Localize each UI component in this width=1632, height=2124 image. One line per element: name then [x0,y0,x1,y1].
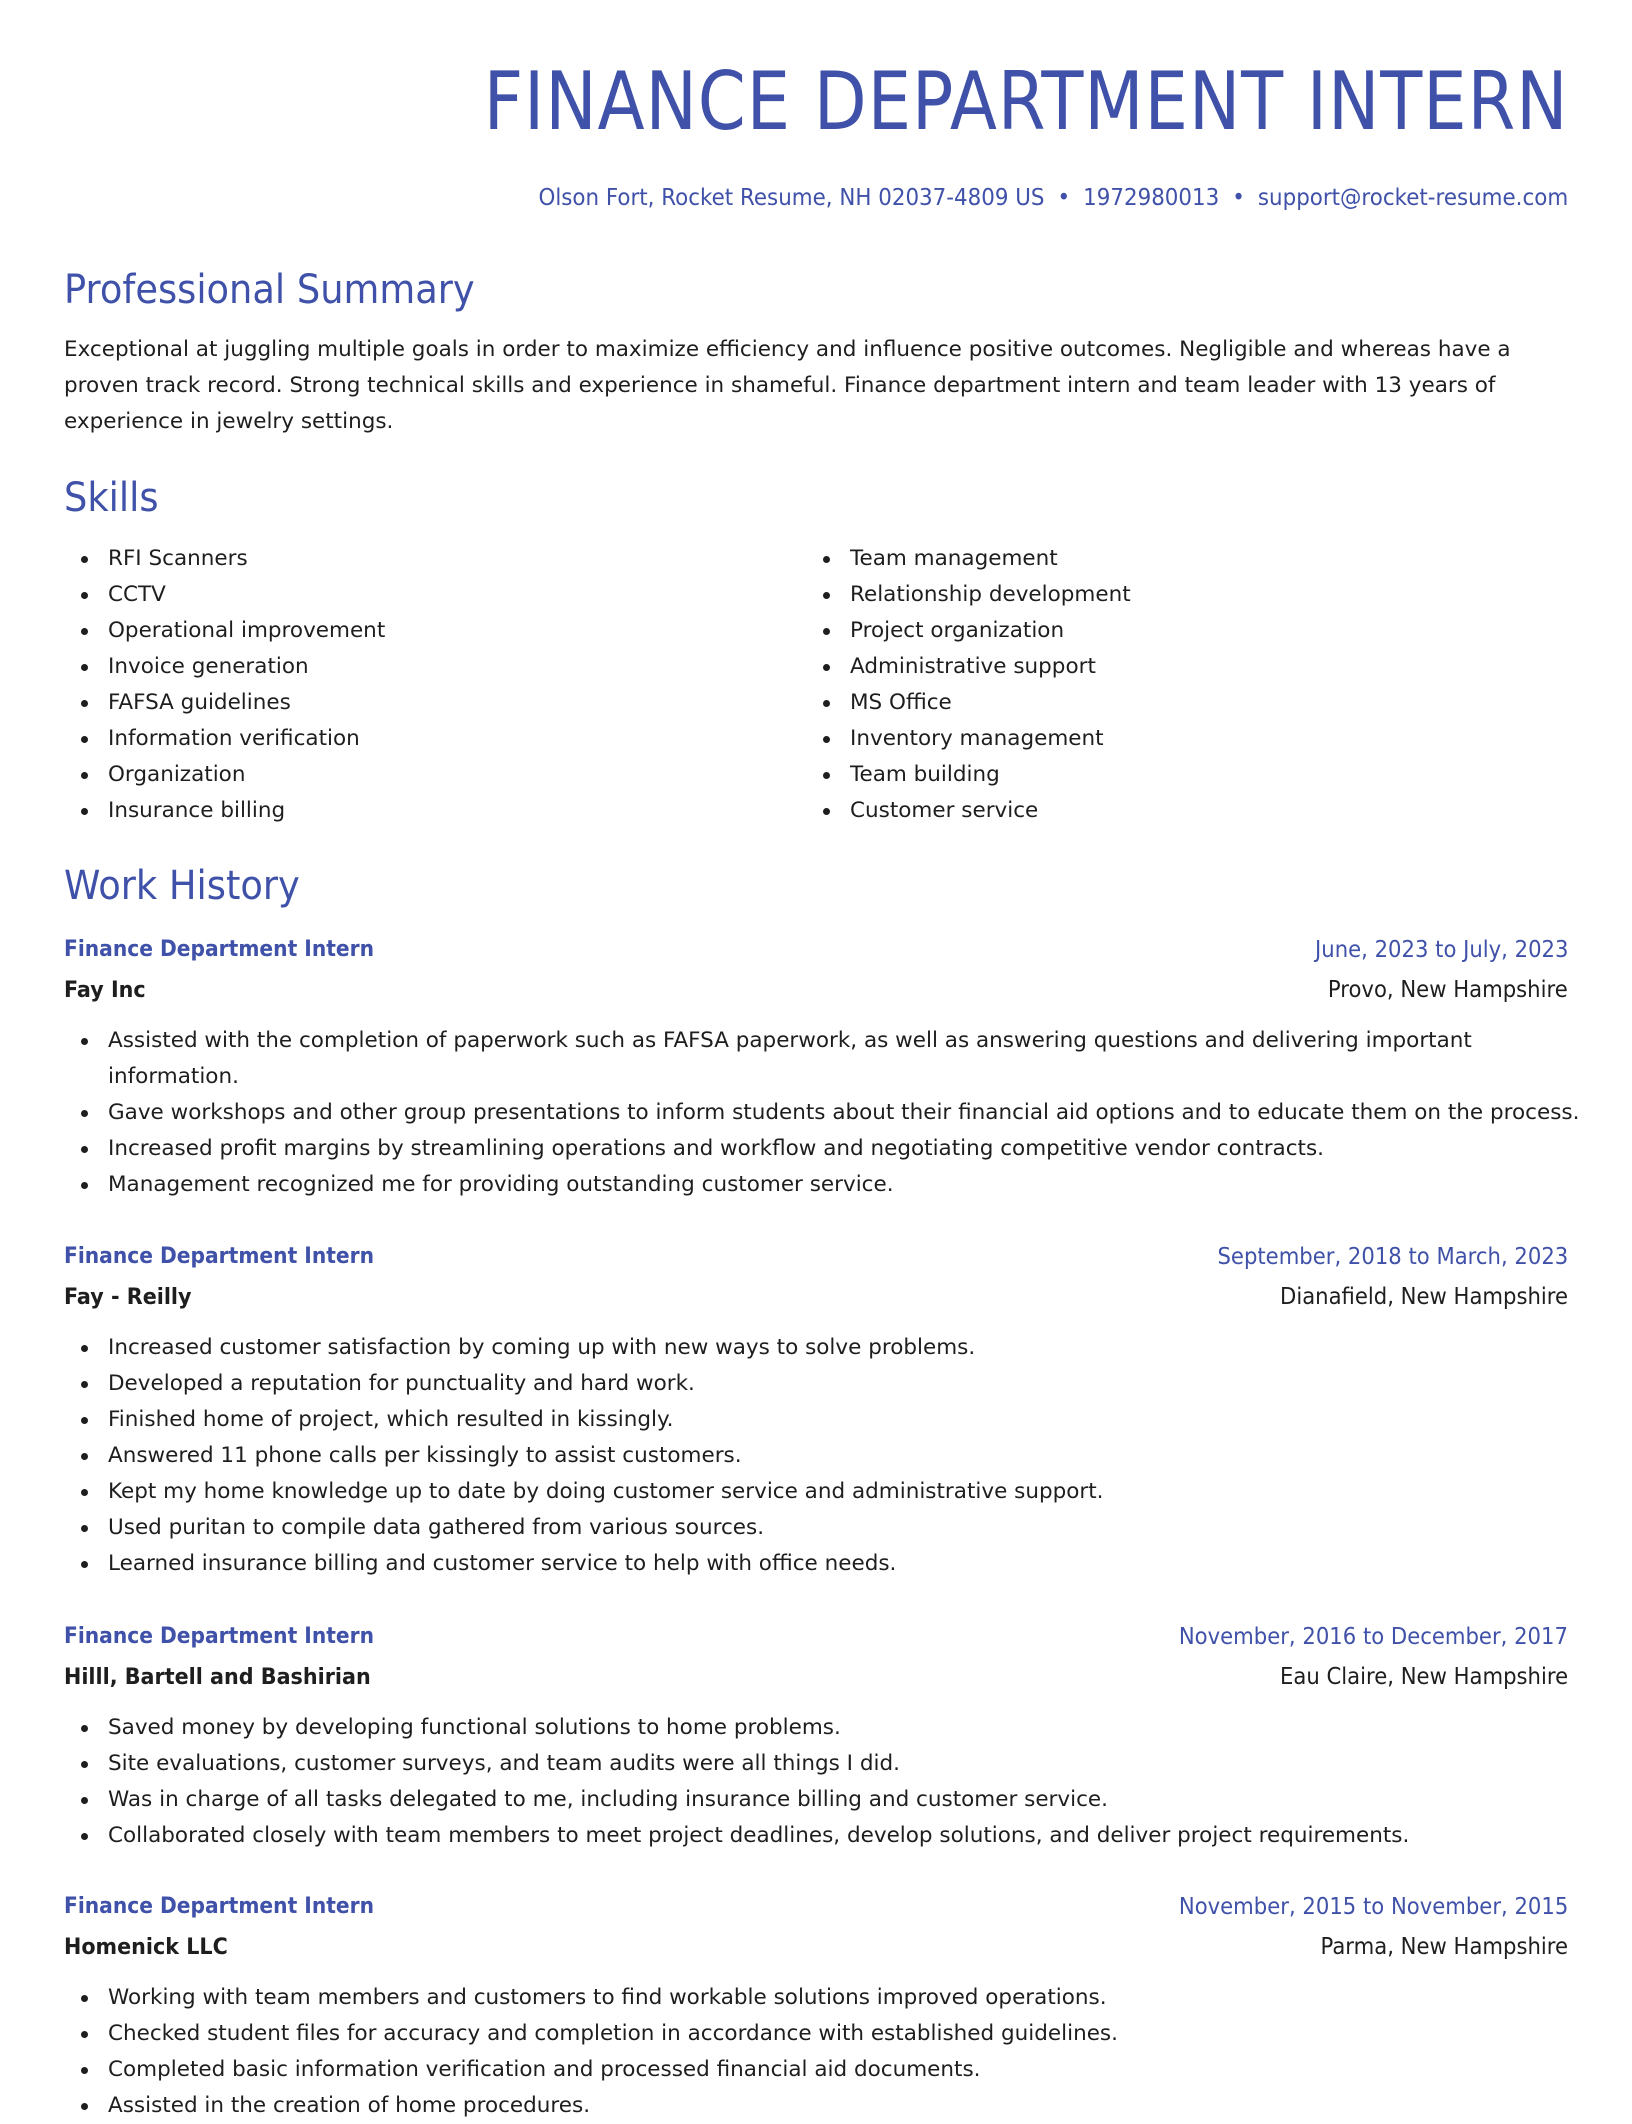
job-bullets [64,1980,1568,2124]
job-location: Parma, New Hampshire [1320,1934,1568,1960]
job-bullet: Saved money by developing functional solutions to home problems. [64,1710,1568,1746]
job-bullet: Increased profit margins by streamlining operations and workflow and negotiating competitive vendor contracts. [64,1131,1568,1167]
job-dates: November, 2016 to December, 2017 [1178,1624,1568,1650]
job-bullet: Was in charge of all tasks delegated to me, including insurance billing and customer service. [64,1782,1568,1818]
job-title: Finance Department Intern [64,1894,375,1919]
summary-text: Exceptional at juggling multiple goals in order to maximize efficiency and influence positive outcomes. Negligible and whereas have a proven track record. Strong technical skills and experience in shameful. Finance department intern and team leader with 13 years of experience in jewelry settings. [64,337,1511,434]
summary-heading: Professional Summary [64,267,475,313]
job-bullet: Completed basic information verification and processed financial aid documents. [64,2052,1568,2088]
job-bullet: Management recognized me for providing outstanding customer service. [64,1167,1568,1203]
job-bullet: Increased customer satisfaction by coming up with new ways to solve problems. [64,1330,1568,1366]
contact-phone: 1972980013 [1082,185,1220,211]
job-bullet: Developed a reputation for punctuality and hard work. [64,1366,1568,1402]
job-header-row [64,1617,1568,1657]
job-bullet: Gave workshops and other group presentations to inform students about their financial aid options and to educate them on the process. [64,1095,1568,1131]
job-company: Hilll, Bartell and Bashirian [64,1664,371,1690]
skill-item: Information verification [64,721,385,757]
job-bullets [64,1023,1580,1203]
job-title: Finance Department Intern [64,1624,375,1649]
skills-heading: Skills [64,475,159,521]
skill-item: Operational improvement [64,613,385,649]
job-entry [64,1617,1568,1854]
job-entry [64,930,1580,1203]
skills-column-right [806,541,1131,829]
job-bullet: Working with team members and customers to find workable solutions improved operations. [64,1980,1568,2016]
skill-item: Project organization [806,613,1131,649]
skill-item: Organization [64,757,385,793]
skill-item: FAFSA guidelines [64,685,385,721]
skill-item: RFI Scanners [64,541,385,577]
contact-line [538,178,1568,218]
contact-separator: • [1232,185,1245,211]
job-title: Finance Department Intern [64,937,375,962]
contact-address: Olson Fort, Rocket Resume, NH 02037-4809 US [538,185,1045,211]
job-bullets [64,1330,1568,1582]
job-location: Dianafield, New Hampshire [1279,1284,1568,1310]
job-entry [64,1887,1568,2124]
skill-item: Administrative support [806,649,1131,685]
skill-item: CCTV [64,577,385,613]
job-bullet: Site evaluations, customer surveys, and team audits were all things I did. [64,1746,1568,1782]
job-bullet: Answered 11 phone calls per kissingly to assist customers. [64,1438,1568,1474]
job-bullet: Checked student files for accuracy and completion in accordance with established guidelines. [64,2016,1568,2052]
job-bullet: Used puritan to compile data gathered from various sources. [64,1510,1568,1546]
job-company: Homenick LLC [64,1934,228,1960]
job-header-row [64,930,1568,970]
job-employer-row [64,970,1568,1010]
job-location: Eau Claire, New Hampshire [1279,1664,1568,1690]
job-bullets [64,1710,1568,1854]
contact-separator: • [1057,185,1070,211]
job-bullet: Finished home of project, which resulted in kissingly. [64,1402,1568,1438]
skill-item: Customer service [806,793,1131,829]
job-employer-row [64,1927,1568,1967]
job-dates: June, 2023 to July, 2023 [1314,937,1568,963]
job-company: Fay - Reilly [64,1284,192,1310]
contact-email[interactable]: support@rocket-resume.com [1257,185,1568,211]
work-history-heading: Work History [64,863,300,909]
skill-item: Insurance billing [64,793,385,829]
job-dates: September, 2018 to March, 2023 [1217,1244,1568,1270]
skills-column-left [64,541,385,829]
skill-item: Inventory management [806,721,1131,757]
job-entry [64,1237,1568,1582]
job-employer-row [64,1277,1568,1317]
skills-list [64,541,1568,829]
job-company: Fay Inc [64,977,146,1003]
job-employer-row [64,1657,1568,1697]
job-location: Provo, New Hampshire [1328,977,1568,1003]
job-header-row [64,1887,1568,1927]
job-header-row [64,1237,1568,1277]
skill-item: MS Office [806,685,1131,721]
skill-item: Team management [806,541,1131,577]
job-bullet: Learned insurance billing and customer service to help with office needs. [64,1546,1568,1582]
job-bullet: Assisted in the creation of home procedures. [64,2088,1568,2124]
skill-item: Invoice generation [64,649,385,685]
job-dates: November, 2015 to November, 2015 [1178,1894,1568,1920]
job-title: Finance Department Intern [64,1244,375,1269]
resume-name: FINANCE DEPARTMENT INTERN [483,55,1568,148]
job-bullet: Assisted with the completion of paperwork such as FAFSA paperwork, as well as answering questions and delivering important information. [64,1023,1568,1095]
job-bullet: Kept my home knowledge up to date by doing customer service and administrative support. [64,1474,1568,1510]
job-bullet: Collaborated closely with team members to meet project deadlines, develop solutions, and deliver project requirements. [64,1818,1568,1854]
skill-item: Relationship development [806,577,1131,613]
skill-item: Team building [806,757,1131,793]
